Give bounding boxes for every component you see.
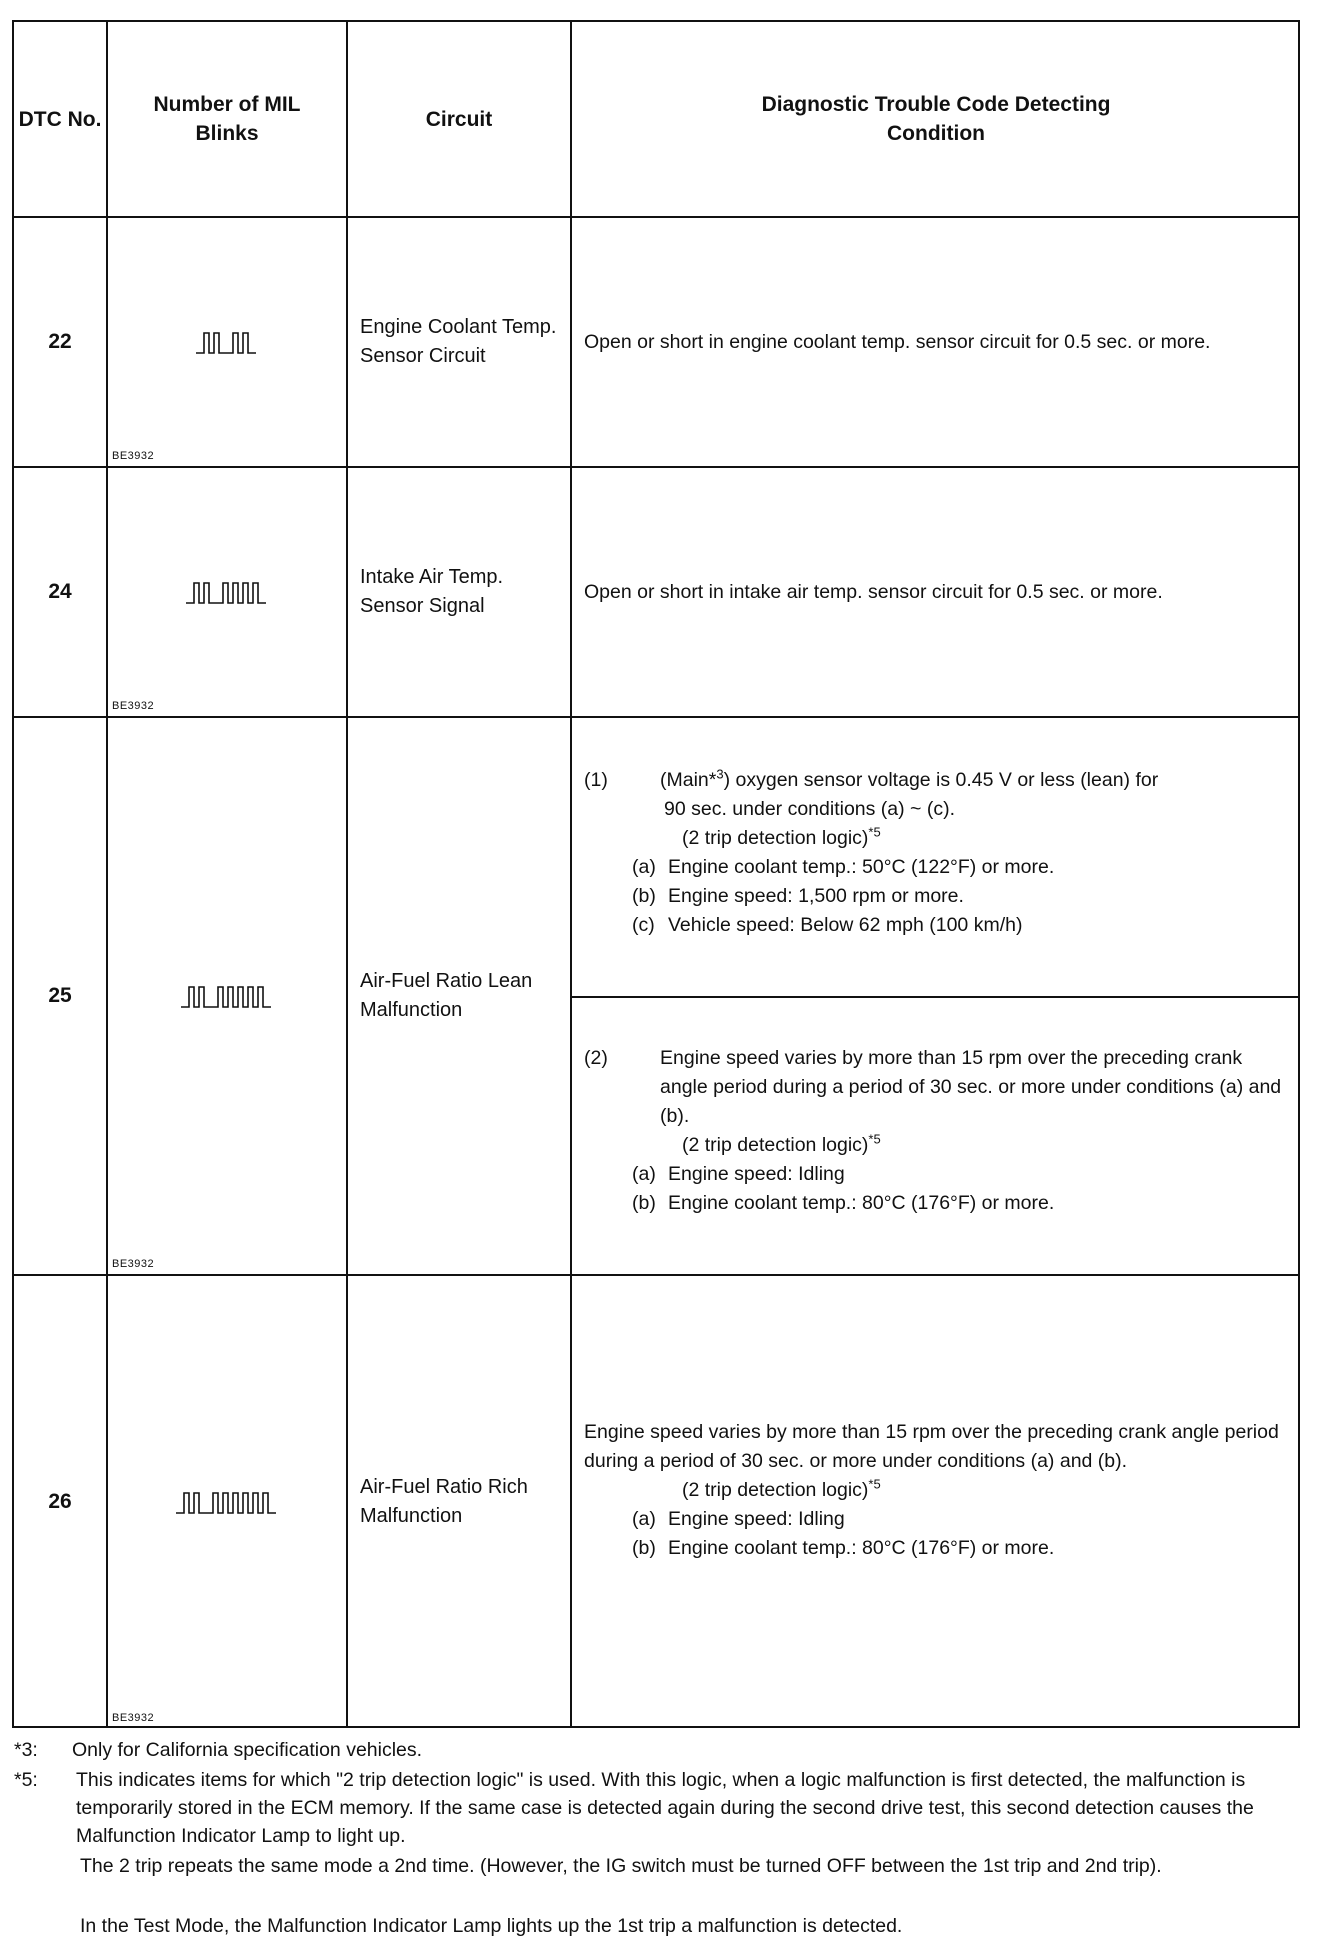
circuit-name: Air-Fuel Ratio Lean Malfunction <box>360 970 533 1021</box>
condition-number: (1) <box>584 769 608 791</box>
mil-blink-waveform <box>179 981 275 1011</box>
detecting-condition: Open or short in intake air temp. sensor circuit for 0.5 sec. or more. <box>584 580 1163 603</box>
item-text: Engine coolant temp.: 80°C (176°F) or more. <box>668 1192 1055 1214</box>
item-text: Engine coolant temp.: 80°C (176°F) or more. <box>668 1537 1055 1559</box>
footnote-ref: 3 <box>716 766 724 782</box>
header-dtc: DTC No. <box>18 107 102 131</box>
condition-text: ) oxygen sensor voltage is 0.45 V or less (lean) for <box>723 769 1159 791</box>
footnote-text: Only for California specification vehicles. <box>72 1739 423 1761</box>
footnote-text: This indicates items for which "2 trip detection logic" is used. With this logic, when a logic malfunction is first detected, the malfunction is temporarily stored in the ECM memory. If the same case is detected again during the second drive test, this second detection causes the Malfunction Indicator Lamp to light up. <box>76 1769 1254 1847</box>
condition-text: 90 sec. under conditions (a) ~ (c). <box>664 798 956 820</box>
item-key: (b) <box>632 1537 656 1559</box>
item-text: Vehicle speed: Below 62 mph (100 km/h) <box>668 914 1023 936</box>
item-text: Engine speed: Idling <box>668 1508 845 1530</box>
circuit-name: Intake Air Temp. Sensor Signal <box>360 566 504 617</box>
mil-blink-waveform <box>174 1487 280 1517</box>
blink-pattern <box>108 218 346 466</box>
header-blinks: Number of MIL Blinks <box>153 93 301 145</box>
mil-blink-waveform <box>194 327 260 357</box>
mil-blink-waveform <box>184 577 270 607</box>
figure-ref: BE3932 <box>112 1712 155 1724</box>
item-key: (a) <box>632 1163 656 1185</box>
footnote-ref: *5 <box>868 1476 881 1492</box>
item-text: Engine speed: Idling <box>668 1163 845 1185</box>
header-circuit: Circuit <box>425 107 493 131</box>
trip-logic-note: (2 trip detection logic) <box>682 1134 869 1156</box>
trip-logic-note: (2 trip detection logic) <box>682 827 869 849</box>
condition-1 <box>572 766 1300 940</box>
footnote-mark: *5: <box>14 1769 38 1791</box>
condition-number: (2) <box>584 1047 608 1069</box>
figure-ref: BE3932 <box>112 450 155 462</box>
footnote-mark: *3: <box>14 1739 38 1761</box>
dtc-code: 26 <box>48 1490 72 1513</box>
footnote <box>14 1852 1294 1912</box>
trip-logic-note: (2 trip detection logic) <box>682 1479 869 1501</box>
blink-waveform-line <box>186 583 266 603</box>
figure-ref: BE3932 <box>112 1258 155 1270</box>
blink-waveform-line <box>181 987 271 1007</box>
header-condition: Diagnostic Trouble Code Detecting Condition <box>761 93 1111 145</box>
item-key: (a) <box>632 1508 656 1530</box>
item-key: (b) <box>632 885 656 907</box>
circuit-name: Air-Fuel Ratio Rich Malfunction <box>360 1476 528 1527</box>
footnote-text: In the Test Mode, the Malfunction Indicator Lamp lights up the 1st trip a malfunction is detected. <box>80 1915 903 1937</box>
dtc-table <box>12 20 1300 1728</box>
footnote <box>14 1766 1294 1856</box>
sub-row-divider <box>572 996 1298 998</box>
footnote-ref: *5 <box>868 1131 881 1147</box>
condition-2 <box>572 1044 1300 1218</box>
blink-waveform-line <box>196 333 256 353</box>
figure-ref: BE3932 <box>112 700 155 712</box>
condition-text: (Main* <box>660 769 717 791</box>
footnote-ref: *5 <box>868 824 881 840</box>
condition-text: Engine speed varies by more than 15 rpm over the preceding crank angle period during a period of 30 sec. or more under conditions (a) and (b). <box>660 1047 1282 1127</box>
condition-text: Engine speed varies by more than 15 rpm over the preceding crank angle period during a period of 30 sec. or more under conditions (a) and (b). <box>584 1421 1279 1472</box>
dtc-code: 25 <box>48 984 72 1007</box>
blink-pattern <box>108 1276 346 1728</box>
circuit-name: Engine Coolant Temp. Sensor Circuit <box>360 316 557 367</box>
item-text: Engine coolant temp.: 50°C (122°F) or more. <box>668 856 1055 878</box>
footnote <box>14 1736 1294 1766</box>
footnote-text: The 2 trip repeats the same mode a 2nd time. (However, the IG switch must be turned OFF between the 1st trip and 2nd trip). <box>80 1855 1162 1877</box>
detecting-condition: Open or short in engine coolant temp. sensor circuit for 0.5 sec. or more. <box>584 330 1211 353</box>
item-key: (b) <box>632 1192 656 1214</box>
item-key: (c) <box>632 914 655 936</box>
condition-text-block <box>572 1418 1300 1563</box>
footnote <box>14 1912 1294 1942</box>
item-text: Engine speed: 1,500 rpm or more. <box>668 885 964 907</box>
dtc-code: 22 <box>48 330 72 353</box>
dtc-code: 24 <box>48 580 72 603</box>
item-key: (a) <box>632 856 656 878</box>
blink-pattern <box>108 468 346 716</box>
blink-pattern <box>108 718 346 1274</box>
blink-waveform-line <box>176 1493 276 1513</box>
